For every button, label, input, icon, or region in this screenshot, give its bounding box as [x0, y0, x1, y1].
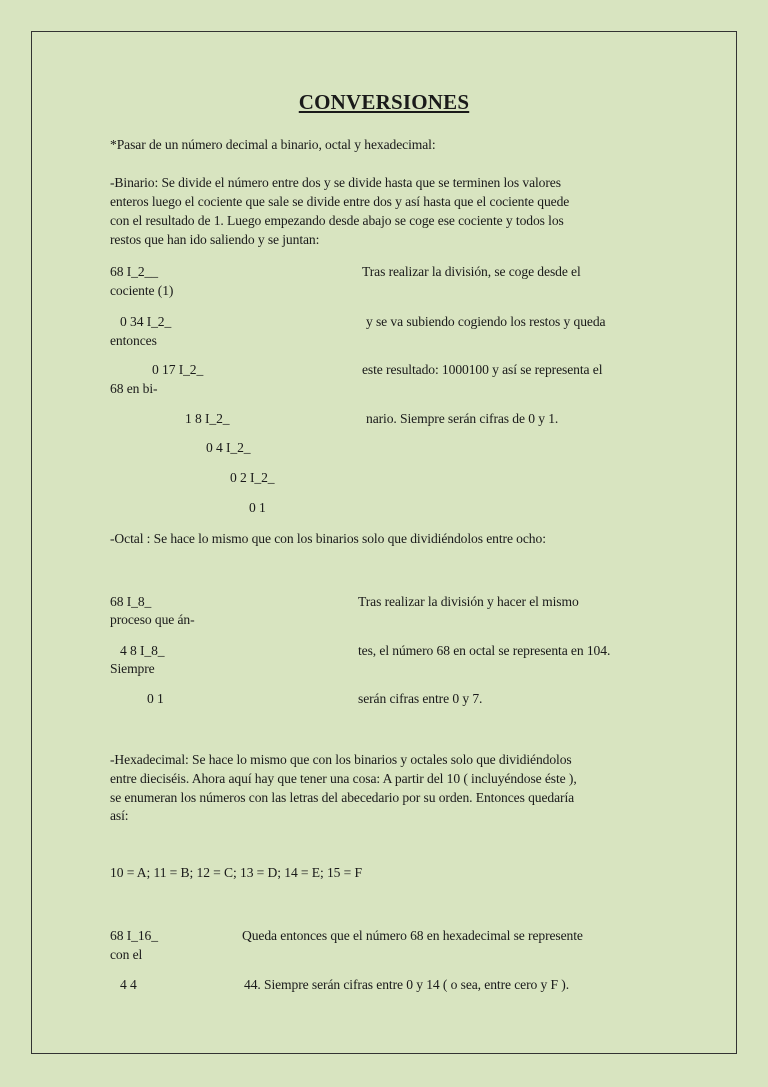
- hexadecimal-paragraph-line: -Hexadecimal: Se hace lo mismo que con los binarios y octales solo que dividiéndolos: [110, 752, 572, 767]
- binario-explanation-wrap: entonces: [110, 333, 157, 348]
- hexadecimal-explanation: 44. Siempre serán cifras entre 0 y 14 ( o sea, entre cero y F ).: [244, 977, 570, 992]
- octal-explanation-wrap: proceso que án-: [110, 612, 195, 627]
- hexadecimal-equivalences: 10 = A; 11 = B; 12 = C; 13 = D; 14 = E; 15 = F: [110, 865, 362, 880]
- intro-line: *Pasar de un número decimal a binario, octal y hexadecimal:: [110, 137, 436, 152]
- octal-division-step: 68 I_8_: [110, 594, 152, 609]
- octal-explanation: serán cifras entre 0 y 7.: [358, 691, 483, 706]
- binario-division-step: 1 8 I_2_: [185, 411, 230, 426]
- octal-explanation-wrap: Siempre: [110, 661, 155, 676]
- binario-division-step: 0 34 I_2_: [120, 314, 172, 329]
- octal-division-step: 0 1: [147, 691, 164, 706]
- hexadecimal-division-step: 68 I_16_: [110, 928, 158, 943]
- binario-explanation: y se va subiendo cogiendo los restos y queda: [366, 314, 606, 329]
- binario-explanation: este resultado: 1000100 y así se representa el: [362, 362, 603, 377]
- binario-division-step: 0 4 I_2_: [206, 440, 251, 455]
- binario-explanation: nario. Siempre serán cifras de 0 y 1.: [366, 411, 559, 426]
- octal-explanation: tes, el número 68 en octal se representa en 104.: [358, 643, 611, 658]
- hexadecimal-paragraph-line: así:: [110, 808, 129, 823]
- hexadecimal-explanation-wrap: con el: [110, 947, 143, 962]
- binario-explanation-wrap: cociente (1): [110, 283, 174, 298]
- document-title: CONVERSIONES: [298, 90, 470, 114]
- octal-explanation: Tras realizar la división y hacer el mismo: [358, 594, 579, 609]
- binario-division-step: 0 1: [249, 500, 266, 515]
- binario-division-step: 0 17 I_2_: [152, 362, 204, 377]
- binario-explanation: Tras realizar la división, se coge desde el: [362, 264, 581, 279]
- binario-explanation-wrap: 68 en bi-: [110, 381, 158, 396]
- hexadecimal-explanation: Queda entonces que el número 68 en hexadecimal se represente: [242, 928, 583, 943]
- hexadecimal-paragraph-line: entre dieciséis. Ahora aquí hay que tener una cosa: A partir del 10 ( incluyéndose éste ),: [110, 771, 577, 786]
- octal-division-step: 4 8 I_8_: [120, 643, 165, 658]
- hexadecimal-paragraph-line: se enumeran los números con las letras del abecedario por su orden. Entonces quedaría: [110, 790, 575, 805]
- binario-division-step: 68 I_2__: [110, 264, 158, 279]
- hexadecimal-division-step: 4 4: [120, 977, 137, 992]
- binario-paragraph-line: enteros luego el cociente que sale se divide entre dos y así hasta que el cociente quede: [110, 194, 570, 209]
- binario-paragraph-line: con el resultado de 1. Luego empezando desde abajo se coge ese cociente y todos los: [110, 213, 564, 228]
- binario-paragraph-line: -Binario: Se divide el número entre dos y se divide hasta que se terminen los valores: [110, 175, 561, 190]
- binario-paragraph-line: restos que han ido saliendo y se juntan:: [110, 232, 320, 247]
- binario-division-step: 0 2 I_2_: [230, 470, 275, 485]
- octal-paragraph: -Octal : Se hace lo mismo que con los binarios solo que dividiéndolos entre ocho:: [110, 531, 546, 546]
